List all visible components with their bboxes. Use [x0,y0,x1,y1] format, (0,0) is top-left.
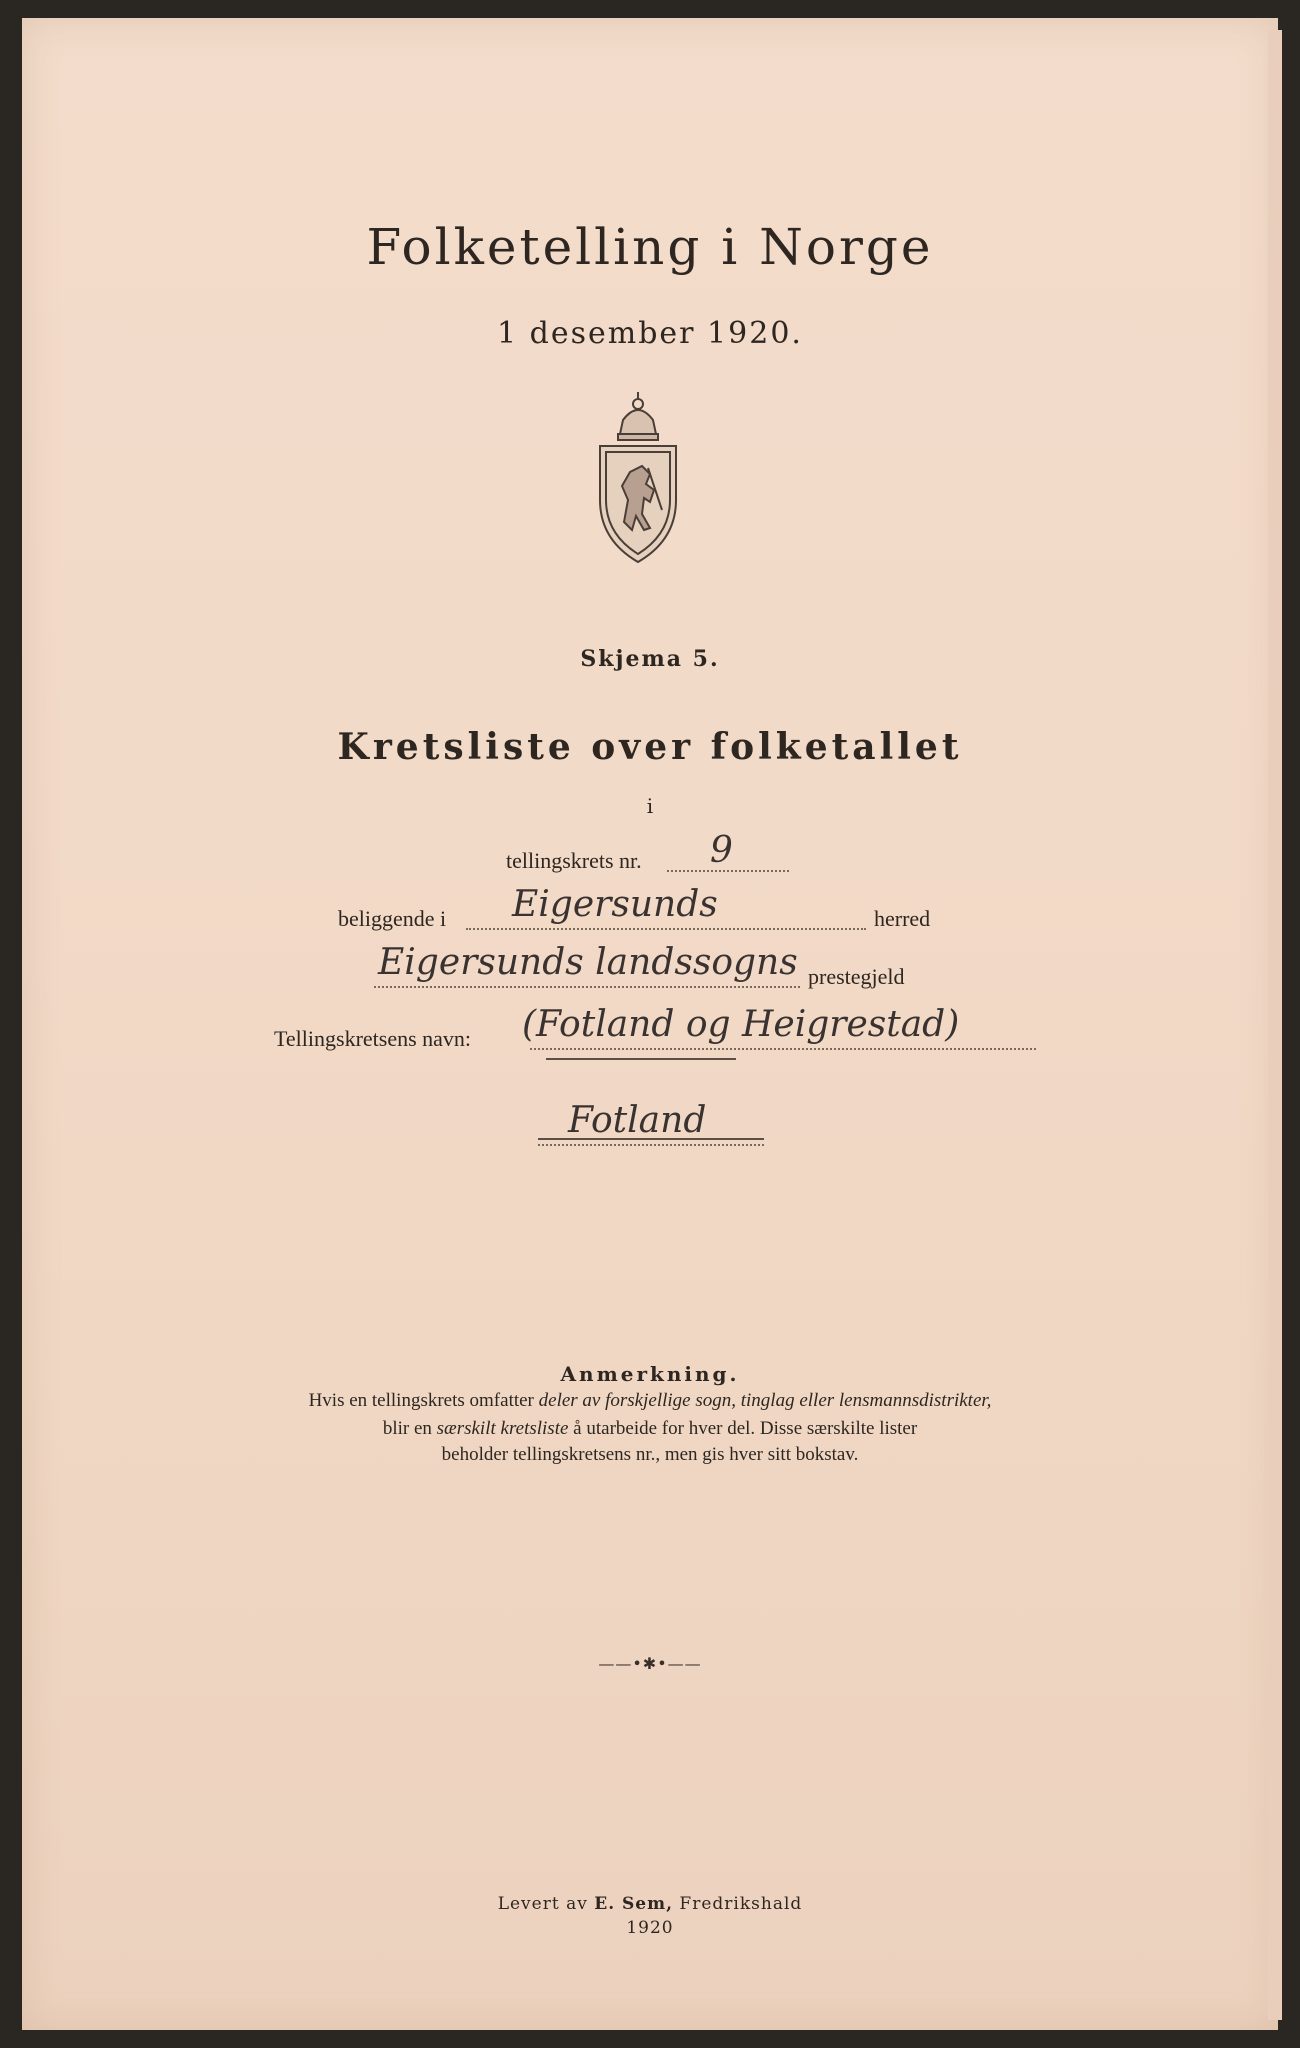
census-form-page [22,18,1278,2030]
printer-year: 1920 [626,1918,674,1938]
navn-value: (Fotland og Heigrestad) [522,1004,960,1045]
tellingskrets-label: tellingskrets nr. [506,848,642,873]
printer-name: E. Sem, [594,1894,674,1914]
note-title: Anmerkning. [560,1362,740,1386]
preposition-text: i [646,794,654,818]
navn-label: Tellingskretsens navn: [274,1026,472,1051]
note-line-2 [22,1418,1278,1440]
prestegjeld-value: Eigersunds landssogns [378,942,798,983]
prestegjeld-label: prestegjeld [808,964,905,989]
prestegjeld-dotted-line [374,986,800,988]
ornament-divider: ——•✱•—— [598,1654,702,1673]
form-heading: Kretsliste over folketallet [337,726,963,768]
beliggende-value: Eigersunds [512,884,718,925]
beliggende-label: beliggende i [338,906,447,931]
note-line-2-emphasis: særskilt kretsliste [436,1418,569,1439]
navn-extra-underline [538,1138,764,1140]
navn-extra-dotted-line [538,1144,764,1146]
note-line-3: beholder tellingskretsens nr., men gis hver sitt bokstav. [441,1444,859,1465]
tellingskrets-value: 9 [710,830,733,871]
note-line-2-text-a: blir en [382,1418,437,1439]
norwegian-coat-of-arms-icon [588,390,688,570]
note-line-1-emphasis: deler av forskjellige sogn, tinglag eller lensmannsdistrikter, [538,1390,992,1411]
navn-dotted-line [530,1048,1036,1050]
document-title: Folketelling i Norge [366,218,934,276]
note-line-1-text: Hvis en tellingskrets omfatter [308,1390,539,1411]
navn-extra-value: Fotland [568,1100,707,1141]
note-line-2-text-b: å utarbeide for hver del. Disse særskilte lister [568,1418,918,1439]
note-line-1 [22,1390,1278,1412]
printer-place: Fredrikshald [673,1894,803,1914]
page-edge [1268,30,1282,2020]
beliggende-dotted-line [466,928,866,930]
document-date: 1 desember 1920. [497,316,803,351]
navn-underline [546,1058,736,1060]
herred-label: herred [874,906,931,931]
schema-number: Skjema 5. [580,646,720,672]
printer-prefix: Levert av [497,1894,595,1914]
printer-credit [22,1894,1278,1914]
